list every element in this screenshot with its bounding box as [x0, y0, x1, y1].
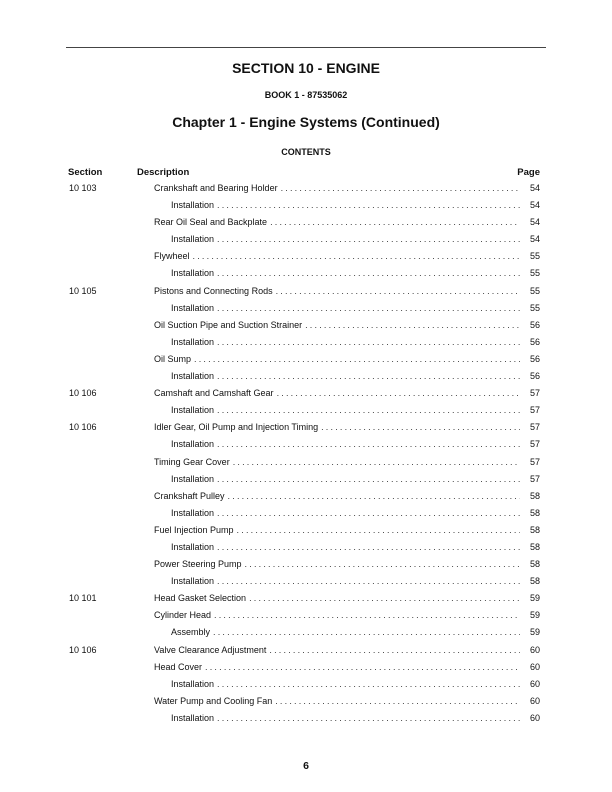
dot-leader: [217, 300, 520, 317]
toc-description-line: [171, 334, 540, 351]
dot-leader: [275, 693, 520, 710]
toc-page-number: 56: [529, 319, 540, 330]
toc-entry: [0, 659, 612, 676]
toc-description-line: [171, 471, 540, 488]
toc-page-number: 57: [529, 422, 540, 433]
book-number: BOOK 1 - 87535062: [264, 90, 348, 100]
toc-description: Oil Suction Pipe and Suction Strainer: [154, 319, 303, 330]
dot-leader: [194, 351, 520, 368]
toc-description: Installation: [171, 371, 215, 382]
toc-entry: [0, 317, 612, 334]
page-number: 6: [303, 760, 309, 772]
toc-description-line: [154, 488, 540, 505]
chapter-title: Chapter 1 - Engine Systems (Continued): [172, 114, 440, 130]
toc-description: Installation: [171, 268, 215, 279]
toc-entry: [0, 642, 612, 659]
toc-entry: [0, 334, 612, 351]
toc-entry: [0, 197, 612, 214]
dot-leader: [213, 624, 520, 641]
toc-description: Installation: [171, 678, 215, 689]
toc-entry: [0, 214, 612, 231]
dot-leader: [305, 317, 520, 334]
toc-description-line: [154, 454, 540, 471]
toc-entry: [0, 402, 612, 419]
dot-leader: [217, 197, 520, 214]
dot-leader: [269, 642, 520, 659]
toc-description-line: [171, 231, 540, 248]
toc-page-number: 58: [529, 490, 540, 501]
section-title: SECTION 10 - ENGINE: [232, 60, 380, 76]
toc-description-line: [154, 385, 540, 402]
toc-section-code: 10 106: [69, 388, 97, 399]
toc-description-line: [171, 300, 540, 317]
dot-leader: [217, 539, 520, 556]
toc-section-code: 10 106: [69, 422, 97, 433]
toc-description: Installation: [171, 507, 215, 518]
toc-section-code: 10 103: [69, 183, 97, 193]
toc-description-line: [154, 607, 540, 624]
toc-entry: [0, 368, 612, 385]
toc-page-number: 60: [529, 678, 540, 689]
toc-description: Timing Gear Cover: [154, 456, 230, 467]
toc-entry: [0, 265, 612, 282]
toc-page-number: 58: [529, 524, 540, 535]
toc-page-number: 56: [529, 371, 540, 382]
toc-description: Idler Gear, Oil Pump and Injection Timing: [154, 422, 319, 433]
toc-description-line: [154, 351, 540, 368]
toc-entry: [0, 556, 612, 573]
toc-page-number: 59: [529, 593, 540, 604]
toc-page-number: 57: [529, 388, 540, 399]
toc-page-number: 57: [529, 456, 540, 467]
dot-leader: [245, 556, 520, 573]
contents-heading: CONTENTS: [281, 147, 331, 157]
toc-page-number: 58: [529, 541, 540, 552]
toc-entry: [0, 573, 612, 590]
dot-leader: [193, 248, 520, 265]
toc-section-code: 10 101: [69, 593, 97, 604]
toc-description-line: [171, 368, 540, 385]
toc-description-line: [154, 642, 540, 659]
toc-entry: [0, 522, 612, 539]
toc-description-line: [171, 265, 540, 282]
dot-leader: [217, 573, 520, 590]
toc-description: Rear Oil Seal and Backplate: [154, 217, 268, 228]
toc-page-number: 56: [529, 353, 540, 364]
dot-leader: [270, 214, 520, 231]
toc-entry: [0, 248, 612, 265]
toc-description-line: [171, 676, 540, 693]
toc-description: Head Cover: [154, 661, 203, 672]
dot-leader: [249, 590, 520, 607]
toc-entry: [0, 419, 612, 436]
toc-description: Installation: [171, 473, 215, 484]
toc-description: Installation: [171, 200, 215, 211]
dot-leader: [277, 385, 520, 402]
toc-page-number: 58: [529, 576, 540, 587]
toc-page-number: 55: [529, 251, 540, 262]
toc-description: Flywheel: [154, 251, 190, 262]
toc-description-line: [154, 693, 540, 710]
toc-description-line: [154, 214, 540, 231]
toc-description: Installation: [171, 576, 215, 587]
dot-leader: [281, 180, 520, 197]
toc-list: [0, 180, 612, 727]
toc-description-line: [171, 436, 540, 453]
toc-page-number: 60: [529, 644, 540, 655]
toc-page-number: 58: [529, 507, 540, 518]
dot-leader: [217, 368, 520, 385]
toc-description: Crankshaft Pulley: [154, 490, 225, 501]
top-rule: [66, 47, 546, 48]
toc-page-number: 54: [529, 217, 540, 228]
dot-leader: [217, 676, 520, 693]
toc-description-line: [154, 248, 540, 265]
toc-description-line: [154, 419, 540, 436]
toc-entry: [0, 607, 612, 624]
toc-entry: [0, 454, 612, 471]
dot-leader: [233, 454, 520, 471]
toc-entry: [0, 488, 612, 505]
toc-description: Fuel Injection Pump: [154, 524, 234, 535]
toc-description-line: [171, 402, 540, 419]
toc-section-code: 10 106: [69, 644, 97, 655]
toc-description: Installation: [171, 405, 215, 416]
toc-page-number: 55: [529, 302, 540, 313]
toc-page-number: 60: [529, 712, 540, 723]
toc-entry: [0, 505, 612, 522]
toc-description: Cylinder Head: [154, 610, 212, 621]
dot-leader: [205, 659, 520, 676]
toc-description-line: [171, 505, 540, 522]
toc-description: Pistons and Connecting Rods: [154, 285, 273, 296]
toc-description: Assembly: [171, 627, 211, 638]
toc-description: Oil Sump: [154, 353, 192, 364]
toc-entry: [0, 436, 612, 453]
toc-description-line: [154, 522, 540, 539]
toc-entry: [0, 351, 612, 368]
toc-description: Installation: [171, 234, 215, 245]
toc-entry: [0, 300, 612, 317]
toc-page-number: 55: [529, 285, 540, 296]
dot-leader: [217, 505, 520, 522]
toc-description: Head Gasket Selection: [154, 593, 247, 604]
toc-description: Power Steering Pump: [154, 559, 242, 570]
toc-page-number: 57: [529, 405, 540, 416]
toc-page-number: 54: [529, 183, 540, 193]
toc-page-number: 55: [529, 268, 540, 279]
toc-entry: [0, 283, 612, 300]
toc-page-number: 60: [529, 661, 540, 672]
toc-entry: [0, 539, 612, 556]
toc-description: Installation: [171, 541, 215, 552]
toc-entry: [0, 710, 612, 727]
toc-page-number: 54: [529, 200, 540, 211]
dot-leader: [237, 522, 520, 539]
dot-leader: [217, 402, 520, 419]
toc-description: Crankshaft and Bearing Holder: [154, 183, 278, 193]
dot-leader: [217, 436, 520, 453]
toc-page-number: 59: [529, 627, 540, 638]
dot-leader: [228, 488, 520, 505]
toc-entry: [0, 180, 612, 197]
toc-page-number: 58: [529, 559, 540, 570]
toc-page-number: 57: [529, 439, 540, 450]
toc-page-number: 54: [529, 234, 540, 245]
toc-description-line: [171, 573, 540, 590]
toc-description-line: [154, 317, 540, 334]
dot-leader: [217, 265, 520, 282]
toc-description: Installation: [171, 712, 215, 723]
toc-description-line: [171, 624, 540, 641]
toc-description-line: [154, 590, 540, 607]
toc-entry: [0, 471, 612, 488]
toc-entry: [0, 590, 612, 607]
toc-description-line: [171, 710, 540, 727]
toc-entry: [0, 676, 612, 693]
dot-leader: [321, 419, 520, 436]
toc-description-line: [154, 180, 540, 197]
dot-leader: [217, 231, 520, 248]
toc-description: Installation: [171, 302, 215, 313]
toc-description: Installation: [171, 439, 215, 450]
toc-description-line: [171, 539, 540, 556]
toc-page-number: 59: [529, 610, 540, 621]
toc-page-number: 56: [529, 336, 540, 347]
dot-leader: [217, 334, 520, 351]
toc-entry: [0, 231, 612, 248]
dot-leader: [217, 471, 520, 488]
toc-description: Valve Clearance Adjustment: [154, 644, 267, 655]
toc-page-number: 60: [529, 695, 540, 706]
toc-entry: [0, 385, 612, 402]
dot-leader: [217, 710, 520, 727]
column-header-description: Description: [137, 167, 190, 178]
toc-description: Installation: [171, 336, 215, 347]
toc-description: Camshaft and Camshaft Gear: [154, 388, 274, 399]
toc-description-line: [154, 659, 540, 676]
column-header-page: Page: [517, 167, 540, 178]
toc-description: Water Pump and Cooling Fan: [154, 695, 273, 706]
toc-entry: [0, 624, 612, 641]
toc-page-number: 57: [529, 473, 540, 484]
toc-entry: [0, 693, 612, 710]
dot-leader: [276, 283, 520, 300]
toc-section-code: 10 105: [69, 285, 97, 296]
dot-leader: [214, 607, 520, 624]
toc-description-line: [154, 283, 540, 300]
toc-description-line: [171, 197, 540, 214]
column-header-section: Section: [68, 167, 103, 178]
toc-description-line: [154, 556, 540, 573]
